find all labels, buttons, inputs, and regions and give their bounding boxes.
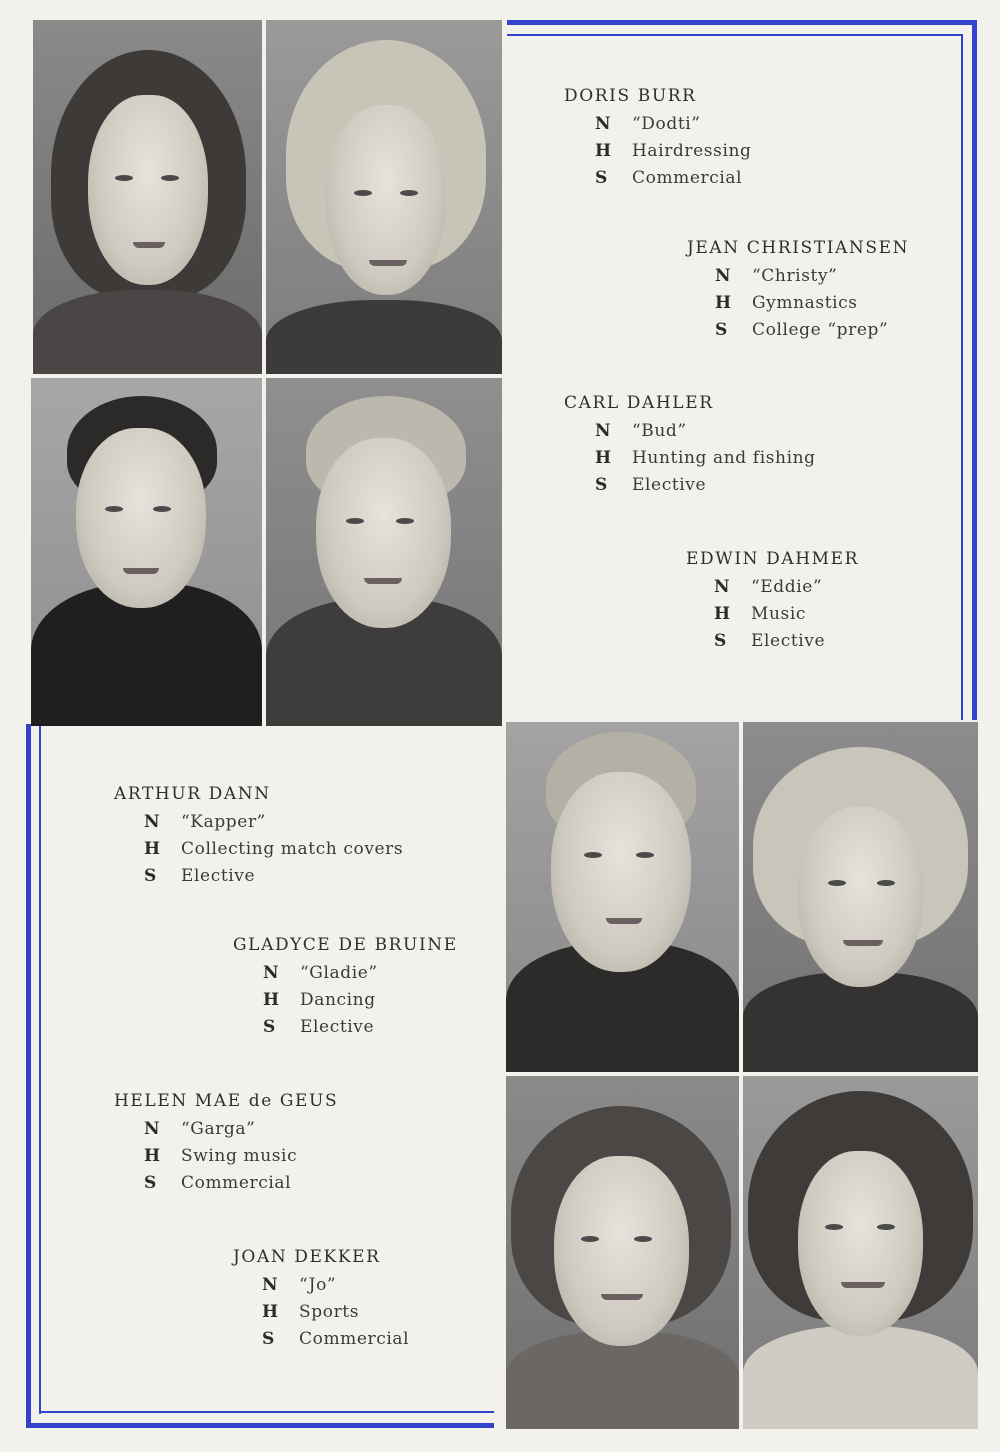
student-name: HELEN MAE de GEUS xyxy=(114,1091,339,1111)
hobby-value: Collecting match covers xyxy=(181,839,404,859)
entry-arthur-dann xyxy=(114,784,403,886)
subject-value: Elective xyxy=(300,1017,375,1037)
entry-edwin-dahmer xyxy=(686,549,859,651)
hobby-key: H xyxy=(595,141,612,161)
nickname-key: N xyxy=(144,1119,161,1139)
hobby-value: Gymnastics xyxy=(752,293,858,313)
subject-value: Commercial xyxy=(299,1329,410,1349)
subject-value: Elective xyxy=(181,866,256,886)
hobby-value: Dancing xyxy=(300,990,376,1010)
subject-key: S xyxy=(595,475,608,495)
nickname-key: N xyxy=(595,421,612,441)
student-name: DORIS BURR xyxy=(564,86,697,106)
student-name: GLADYCE DE BRUINE xyxy=(233,935,458,955)
entry-doris-burr xyxy=(564,86,752,188)
nickname-value: “Garga” xyxy=(181,1119,256,1139)
subject-key: S xyxy=(144,866,157,886)
subject-value: Elective xyxy=(632,475,707,495)
subject-value: College “prep” xyxy=(752,320,889,340)
student-name: JOAN DEKKER xyxy=(233,1247,381,1267)
nickname-value: “Jo” xyxy=(299,1275,337,1295)
hobby-value: Hairdressing xyxy=(632,141,752,161)
entry-gladyce-de-bruine xyxy=(233,935,458,1037)
hobby-key: H xyxy=(263,990,280,1010)
hobby-key: H xyxy=(262,1302,279,1322)
subject-key: S xyxy=(714,631,727,651)
entry-joan-dekker xyxy=(233,1247,409,1349)
nickname-key: N xyxy=(144,812,161,832)
hobby-key: H xyxy=(144,839,161,859)
nickname-key: N xyxy=(263,963,280,983)
nickname-key: N xyxy=(262,1275,279,1295)
subject-key: S xyxy=(262,1329,275,1349)
entry-helen-mae-de-geus xyxy=(114,1091,338,1193)
student-name: JEAN CHRISTIANSEN xyxy=(687,238,910,258)
subject-key: S xyxy=(595,168,608,188)
portrait-edwin-dahmer xyxy=(266,378,502,726)
portrait-joan-dekker xyxy=(743,1076,978,1429)
frame-bottom-outer xyxy=(26,1423,494,1428)
nickname-key: N xyxy=(595,114,612,134)
portrait-gladyce-de-bruine xyxy=(743,722,978,1072)
frame-bottom-inner xyxy=(39,1411,494,1413)
nickname-key: N xyxy=(715,266,732,286)
subject-value: Commercial xyxy=(181,1173,292,1193)
nickname-value: “Kapper” xyxy=(181,812,266,832)
nickname-value: “Eddie” xyxy=(751,577,823,597)
frame-right-inner xyxy=(961,34,963,720)
hobby-key: H xyxy=(144,1146,161,1166)
hobby-value: Swing music xyxy=(181,1146,298,1166)
subject-key: S xyxy=(263,1017,276,1037)
hobby-key: H xyxy=(715,293,732,313)
frame-top-inner xyxy=(507,34,963,36)
portrait-doris-burr xyxy=(33,20,262,374)
hobby-value: Music xyxy=(751,604,807,624)
hobby-key: H xyxy=(595,448,612,468)
hobby-value: Hunting and fishing xyxy=(632,448,816,468)
portrait-helen-mae-de-geus xyxy=(506,1076,739,1429)
frame-top-outer xyxy=(507,20,977,25)
student-name: CARL DAHLER xyxy=(564,393,714,413)
nickname-key: N xyxy=(714,577,731,597)
portrait-jean-christiansen xyxy=(266,20,502,374)
hobby-key: H xyxy=(714,604,731,624)
entry-jean-christiansen xyxy=(687,238,909,340)
student-name: ARTHUR DANN xyxy=(114,784,271,804)
frame-left-inner xyxy=(39,724,41,1414)
subject-key: S xyxy=(715,320,728,340)
portrait-carl-dahler xyxy=(31,378,262,726)
student-name: EDWIN DAHMER xyxy=(686,549,860,569)
subject-key: S xyxy=(144,1173,157,1193)
nickname-value: “Dodti” xyxy=(632,114,701,134)
subject-value: Elective xyxy=(751,631,826,651)
frame-right-outer xyxy=(972,20,977,720)
nickname-value: “Gladie” xyxy=(300,963,378,983)
hobby-value: Sports xyxy=(299,1302,360,1322)
entry-carl-dahler xyxy=(564,393,816,495)
nickname-value: “Bud” xyxy=(632,421,687,441)
portrait-arthur-dann xyxy=(506,722,739,1072)
nickname-value: “Christy” xyxy=(752,266,838,286)
subject-value: Commercial xyxy=(632,168,743,188)
frame-left-outer xyxy=(26,724,31,1428)
